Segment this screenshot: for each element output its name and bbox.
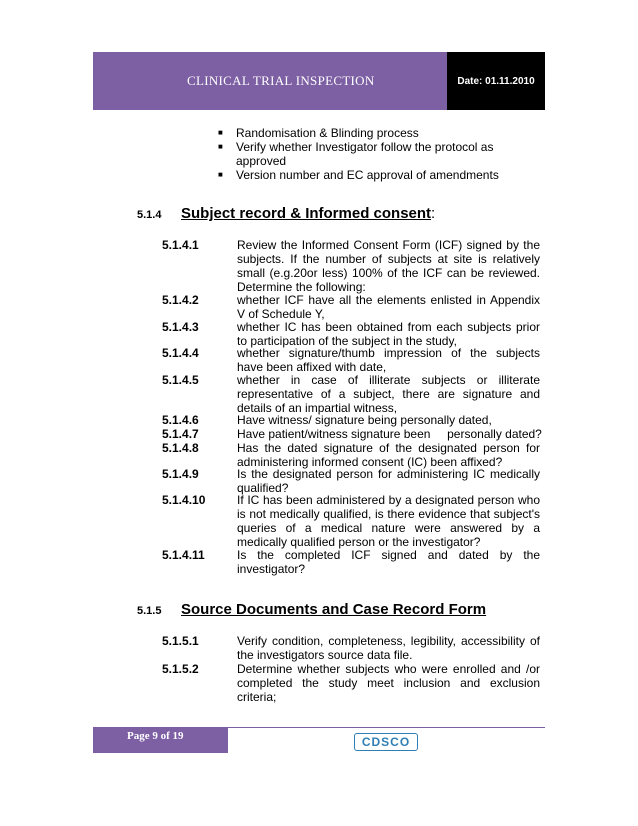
- list-item: [162, 441, 540, 469]
- item-text: whether in case of illiterate subjects or illiterate representative of a subject, there are signature and details of an impartial witness,: [237, 373, 540, 415]
- header-date: Date: 01.11.2010: [447, 52, 545, 110]
- list-item: [162, 427, 540, 441]
- item-number: 5.1.4.9: [162, 467, 199, 481]
- section-title: Source Documents and Case Record Form: [181, 601, 487, 618]
- item-text: Is the completed ICF signed and dated by the investigator?: [237, 548, 540, 576]
- item-text: whether IC has been obtained from each subjects prior to participation of the subject in the study,: [237, 320, 540, 348]
- item-number: 5.1.4.6: [162, 413, 199, 427]
- list-item: [162, 548, 540, 576]
- list-item: [162, 662, 540, 704]
- list-item: [162, 238, 540, 294]
- cdsco-logo: CDSCO: [354, 733, 418, 751]
- item-number: 5.1.4.3: [162, 320, 199, 334]
- item-text: Review the Informed Consent Form (ICF) signed by the subjects. If the number of subjects at site is relatively small (e.g.20or less) 100% of the ICF can be reviewed. Determine the following:: [237, 238, 540, 294]
- page-number: Page 9 of 19: [93, 727, 228, 753]
- bullet-text: Version number and EC approval of amendments: [236, 168, 499, 182]
- item-text: If IC has been administered by a designated person who is not medically qualified, is there evidence that subject's queries of a medical nature were answered by a medically qualified person or the investigator?: [237, 493, 540, 549]
- section-heading-5-1-4: [137, 205, 435, 222]
- item-number: 5.1.5.2: [162, 662, 199, 676]
- item-text: Has the dated signature of the designated person for administering informed consent (IC) been affixed?: [237, 441, 540, 469]
- item-text: whether ICF have all the elements enlisted in Appendix V of Schedule Y,: [237, 293, 540, 321]
- bullet-list: [218, 126, 538, 182]
- section-suffix: :: [431, 205, 436, 222]
- section-number: 5.1.5: [137, 605, 162, 617]
- item-number: 5.1.4.5: [162, 373, 199, 387]
- header-title: CLINICAL TRIAL INSPECTION: [93, 52, 447, 110]
- item-number: 5.1.4.1: [162, 238, 199, 252]
- item-text: Determine whether subjects who were enrolled and /or completed the study meet inclusion and exclusion criteria;: [237, 662, 540, 704]
- list-item: [162, 413, 540, 427]
- list-item: [162, 320, 540, 348]
- list-item: [218, 168, 538, 182]
- item-number: 5.1.4.11: [162, 548, 205, 562]
- section-title: Subject record & Informed consent: [181, 205, 432, 222]
- list-item: [162, 467, 540, 495]
- item-text: Have patient/witness signature been personally dated?: [237, 427, 542, 441]
- list-item: [162, 373, 540, 415]
- bullet-icon: ■: [218, 142, 223, 151]
- item-number: 5.1.4.2: [162, 293, 199, 307]
- item-number: 5.1.4.10: [162, 493, 206, 507]
- list-item: [162, 346, 540, 374]
- item-number: 5.1.4.8: [162, 441, 199, 455]
- section-heading-5-1-5: [137, 601, 486, 618]
- item-text: Is the designated person for administering IC medically qualified?: [237, 467, 540, 495]
- section-number: 5.1.4: [137, 209, 162, 221]
- item-number: 5.1.5.1: [162, 634, 199, 648]
- list-item: [162, 493, 540, 549]
- bullet-icon: ■: [218, 128, 223, 137]
- bullet-text: Randomisation & Blinding process: [236, 126, 419, 140]
- list-item: [218, 126, 538, 140]
- list-item: [218, 140, 538, 168]
- bullet-text: Verify whether Investigator follow the protocol as approved: [236, 140, 494, 168]
- footer-divider: [228, 727, 545, 728]
- bullet-icon: ■: [218, 170, 223, 179]
- item-number: 5.1.4.4: [162, 346, 199, 360]
- item-number: 5.1.4.7: [162, 427, 199, 441]
- page-header: [93, 52, 545, 110]
- item-text: whether signature/thumb impression of the subjects have been affixed with date,: [237, 346, 540, 374]
- item-text: Verify condition, completeness, legibility, accessibility of the investigators source data file.: [237, 634, 540, 662]
- item-text: Have witness/ signature being personally dated,: [237, 413, 492, 427]
- list-item: [162, 293, 540, 321]
- list-item: [162, 634, 540, 662]
